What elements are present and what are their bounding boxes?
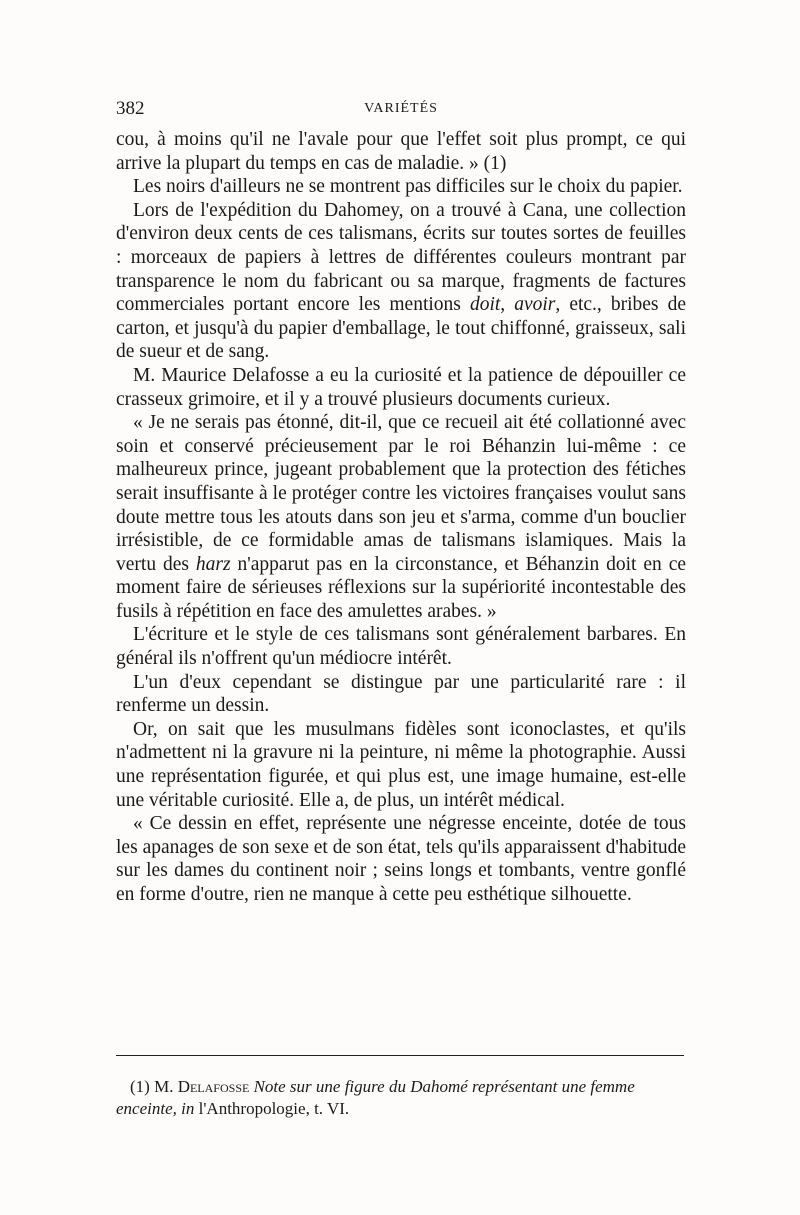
body-text xyxy=(116,128,686,907)
page-number: 382 xyxy=(116,98,145,119)
italic-term: harz xyxy=(195,553,231,575)
paragraph-text: Lors de l'expédition du Dahomey, on a trouvé à Cana, une collection d'environ deux cents de ces talismans, écrits sur toutes sortes de feuilles : morceaux de papiers à lettres de différentes couleurs montrant par transparence le nom du fabricant ou sa marque, fragments de factures commerciales portant encore les mentions xyxy=(116,199,686,316)
paragraph: « Ce dessin en effet, représente une négresse enceinte, dotée de tous les apanages de son sexe et de son état, tels qu'ils apparaissent d'habitude sur les dames du continent noir ; seins longs et tombants, ventre gonflé en forme d'outre, rien ne manque à cette peu esthétique silhouette. xyxy=(116,813,686,905)
footnote xyxy=(116,1076,696,1120)
paragraph: M. Maurice Delafosse a eu la curiosité et la patience de dépouiller ce crasseux grimoire, et il y a trouvé plusieurs documents curieux. xyxy=(116,364,686,410)
paragraph: Or, on sait que les musulmans fidèles sont iconoclastes, et qu'ils n'admettent ni la gravure ni la peinture, ni même la photographie. Aussi une représentation figurée, et qui plus est, une image humaine, est-elle une véritable curiosité. Elle a, de plus, un intérêt médical. xyxy=(116,718,686,811)
italic-term: avoir xyxy=(514,294,556,316)
footnote-source: l'Anthropologie, t. VI. xyxy=(198,1099,350,1118)
paragraph-text: , xyxy=(500,294,515,316)
footnote-marker: (1) xyxy=(130,1077,150,1096)
page-header xyxy=(116,98,686,122)
paragraph-text: , etc., bribes de carton, et jusqu'à du papier d'emballage, le tout chiffonné, graisseux, sali de sueur et de sang. xyxy=(116,294,686,363)
footnote-title: Note sur une figure du Dahomé représentant une femme enceinte, xyxy=(116,1077,635,1118)
paragraph: L'un d'eux cependant se distingue par une particularité rare : il renferme un dessin. xyxy=(116,671,686,717)
italic-term: doit xyxy=(469,294,501,316)
running-head: VARIÉTÉS xyxy=(364,101,438,116)
paragraph: L'écriture et le style de ces talismans sont généralement barbares. En général ils n'offrent qu'un médiocre intérêt. xyxy=(116,624,686,670)
paragraph xyxy=(116,411,686,623)
paragraph: Les noirs d'ailleurs ne se montrent pas difficiles sur le choix du papier. xyxy=(133,176,683,198)
paragraph-text: « Je ne serais pas étonné, dit-il, que ce recueil ait été collationné avec soin et conservé précieusement par le roi Béhanzin lui-même : ce malheureux prince, jugeant probablement que la protection des fétiches serait insuffisante à le protéger contre les victoires françaises voulut sans doute mettre tous les atouts dans son jeu et s'arma, comme d'un bouclier irrésistible, de ce formidable amas de talismans islamiques. Mais la vertu des xyxy=(116,412,686,575)
paragraph-text: n'apparut pas en la circonstance, et Béhanzin doit en ce moment faire de sérieuses réflexions sur la supériorité incontestable des fusils à répétition en face des amulettes arabes. » xyxy=(116,553,687,622)
paragraph: cou, à moins qu'il ne l'avale pour que l'effet soit plus prompt, ce qui arrive la plupart du temps en cas de maladie. » (1) xyxy=(116,129,686,174)
footnote-in: in xyxy=(181,1099,195,1118)
paragraph xyxy=(116,199,686,364)
footnote-author-prefix: M. xyxy=(154,1077,174,1096)
footnote-author: Delafosse xyxy=(177,1077,250,1096)
footnote-rule xyxy=(116,1055,684,1056)
